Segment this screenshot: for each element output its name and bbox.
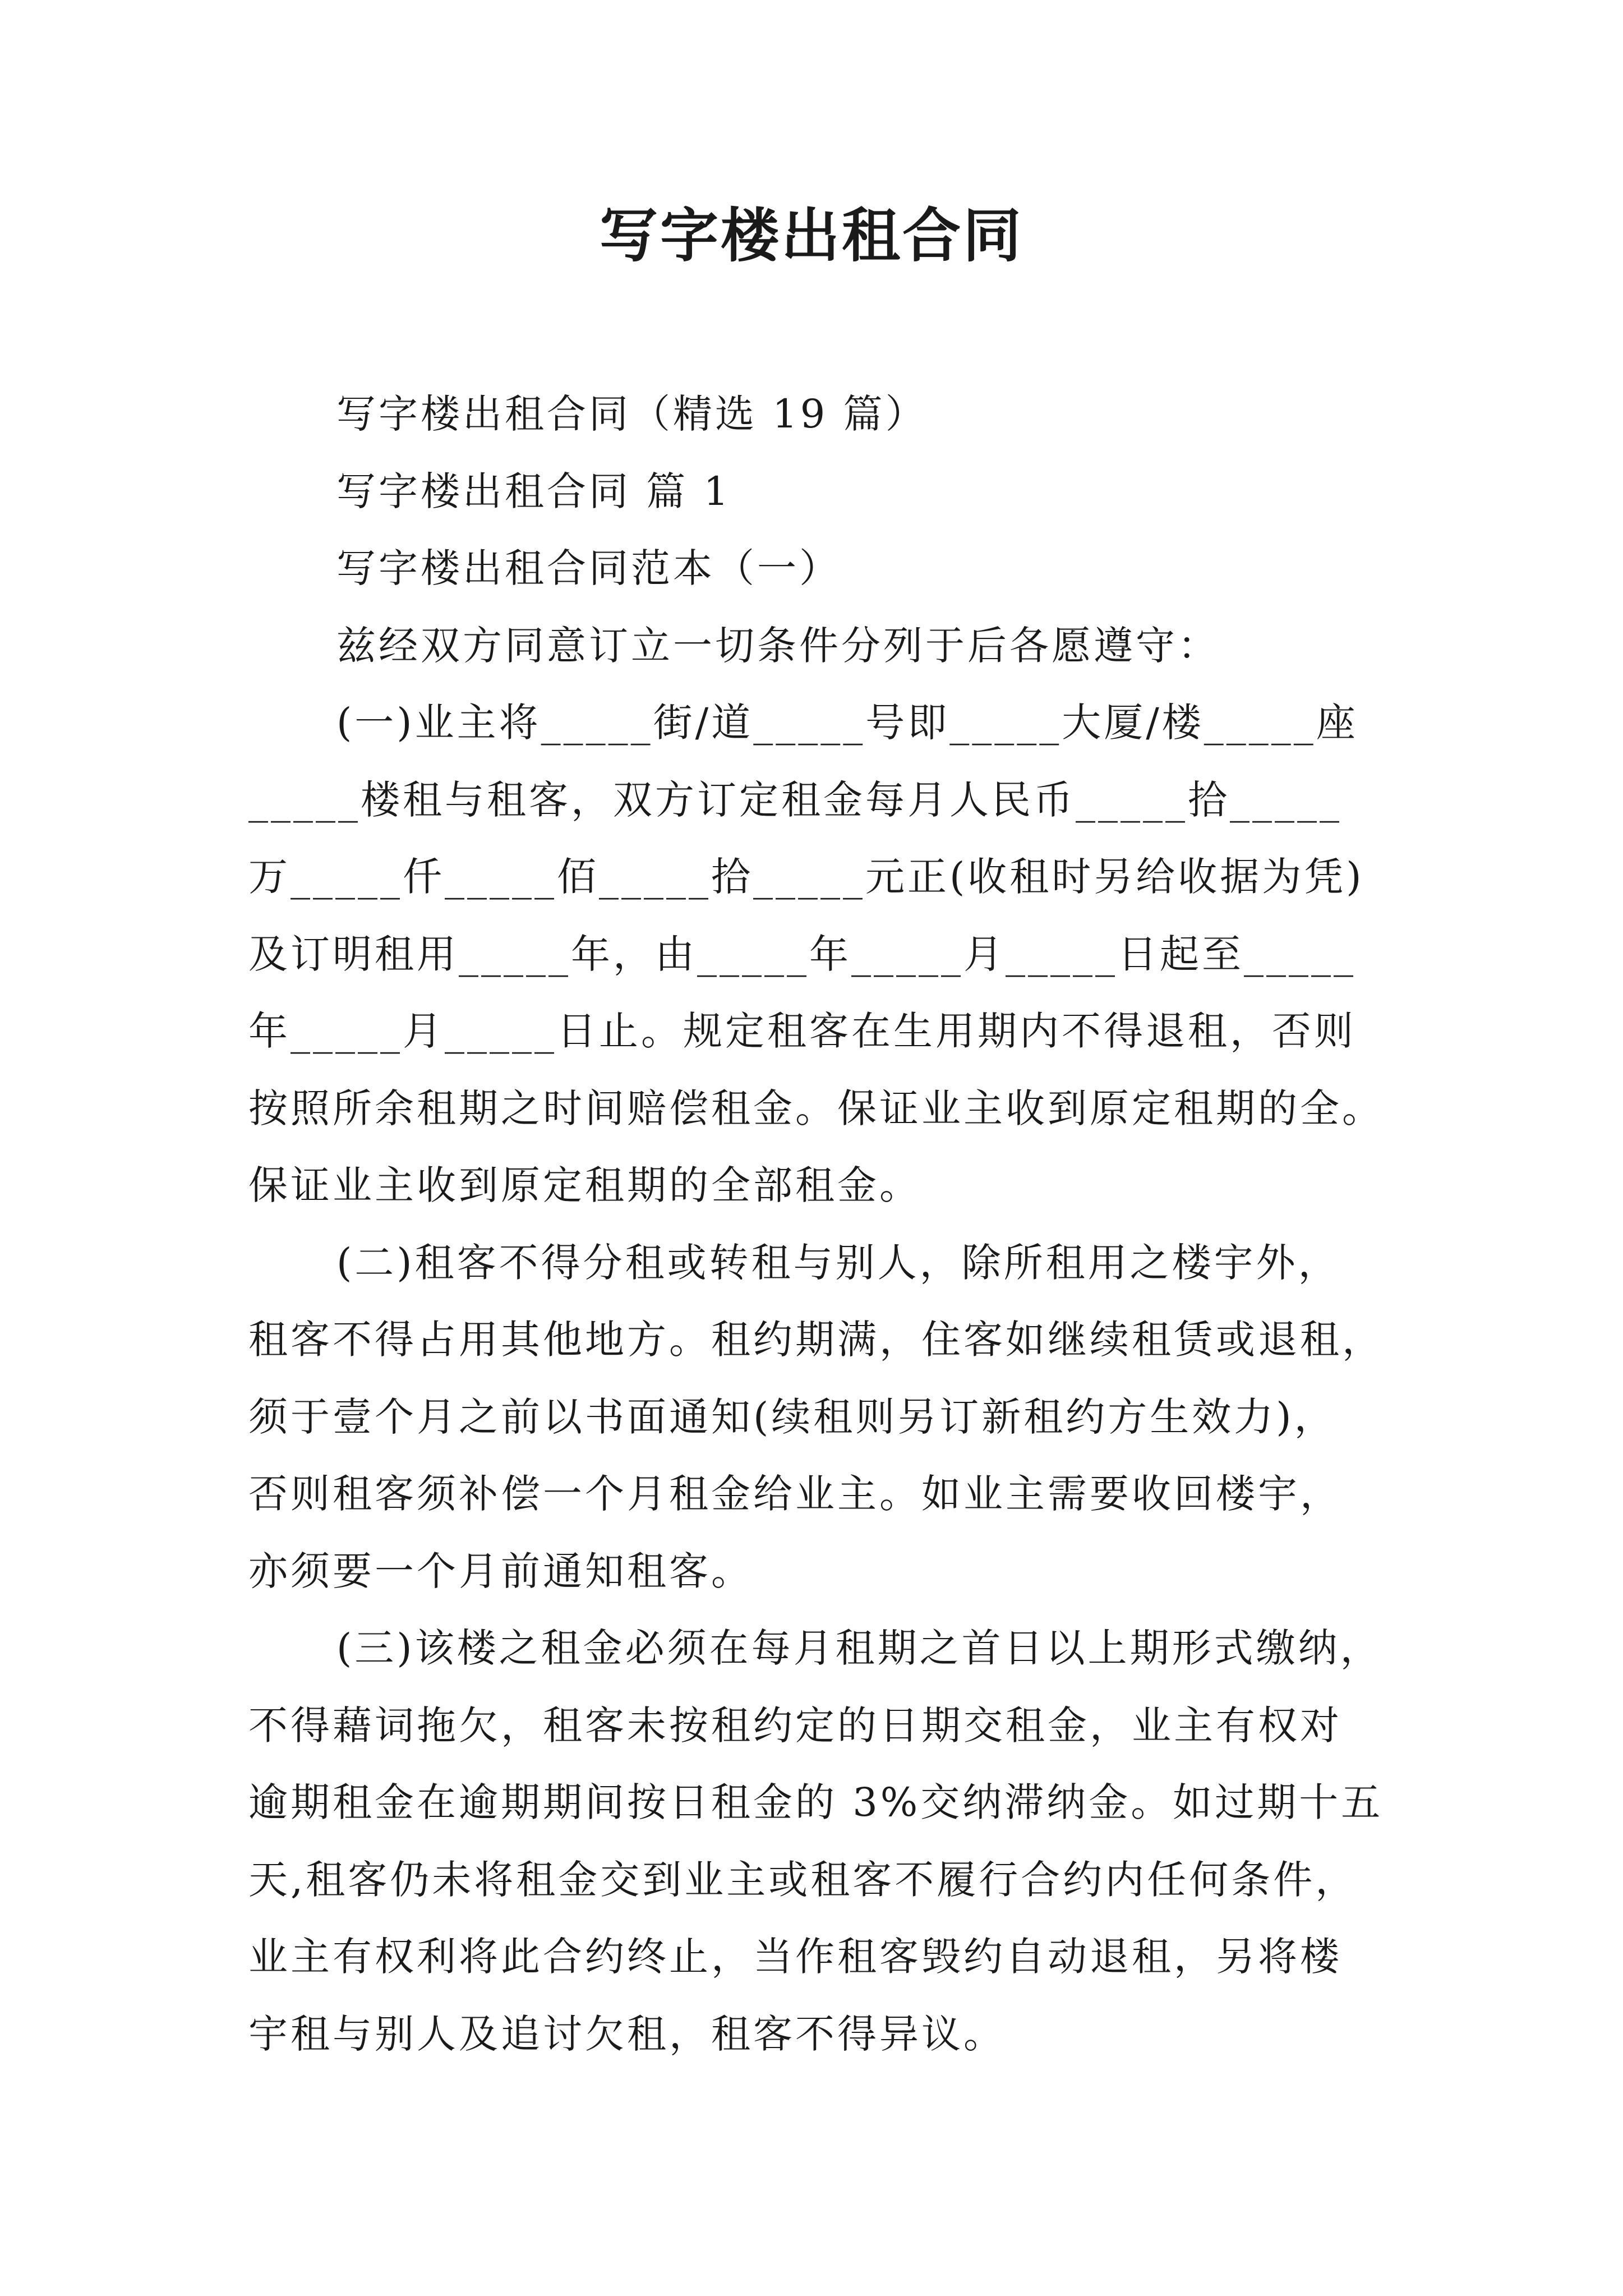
paragraph-line: 万_____仟_____佰_____拾_____元正(收租时另给收据为凭) — [248, 854, 1364, 900]
paragraph-line: 租客不得占用其他地方。租约期满，住客如继续租赁或退租， — [248, 1317, 1384, 1363]
document-title: 写字楼出租合同 — [599, 201, 1023, 270]
paragraph-line: 及订明租用_____年，由_____年_____月_____日起至_____ — [248, 931, 1356, 977]
paragraph-line: 亦须要一个月前通知租客。 — [248, 1548, 753, 1594]
paragraph-line: 否则租客须补偿一个月租金给业主。如业主需要收回楼宇， — [248, 1471, 1342, 1517]
paragraph-line: 兹经双方同意订立一切条件分列于后各愿遵守： — [336, 622, 1220, 669]
paragraph-line: (二)租客不得分租或转租与别人，除所租用之楼宇外， — [336, 1239, 1340, 1286]
paragraph-line: _____楼租与租客，双方订定租金每月人民币_____拾_____ — [248, 776, 1342, 823]
paragraph-line: 业主有权利将此合约终止，当作租客毁约自动退租，另将楼 — [248, 1934, 1342, 1980]
document-body — [248, 376, 1384, 2073]
paragraph-line: 写字楼出租合同 篇 1 — [336, 468, 732, 514]
paragraph-line: 保证业主收到原定租期的全部租金。 — [248, 1162, 921, 1208]
paragraph-line: 天,租客仍未将租金交到业主或租客不履行合约内任何条件， — [248, 1856, 1358, 1903]
paragraph-line: 写字楼出租合同（精选 19 篇） — [336, 391, 928, 437]
paragraph-line: 须于壹个月之前以书面通知(续租则另订新租约方生效力)， — [248, 1393, 1336, 1440]
paragraph-line: 宇租与别人及追讨欠租，租客不得异议。 — [248, 2010, 1006, 2057]
paragraph-line: (三)该楼之租金必须在每月租期之首日以上期形式缴纳， — [336, 1625, 1382, 1671]
paragraph-line: 不得藉词拖欠，租客未按租约定的日期交租金，业主有权对 — [248, 1702, 1342, 1749]
paragraph-line: 年_____月_____日止。规定租客在生用期内不得退租，否则 — [248, 1008, 1356, 1054]
paragraph-line: (一)业主将_____街/道_____号即_____大厦/楼_____座 — [336, 700, 1358, 746]
paragraph-line: 逾期租金在逾期期间按日租金的 3%交纳滞纳金。如过期十五 — [248, 1779, 1384, 1825]
paragraph-line: 写字楼出租合同范本（一） — [336, 545, 841, 591]
paragraph-line: 按照所余租期之时间赔偿租金。保证业主收到原定租期的全。 — [248, 1085, 1384, 1131]
